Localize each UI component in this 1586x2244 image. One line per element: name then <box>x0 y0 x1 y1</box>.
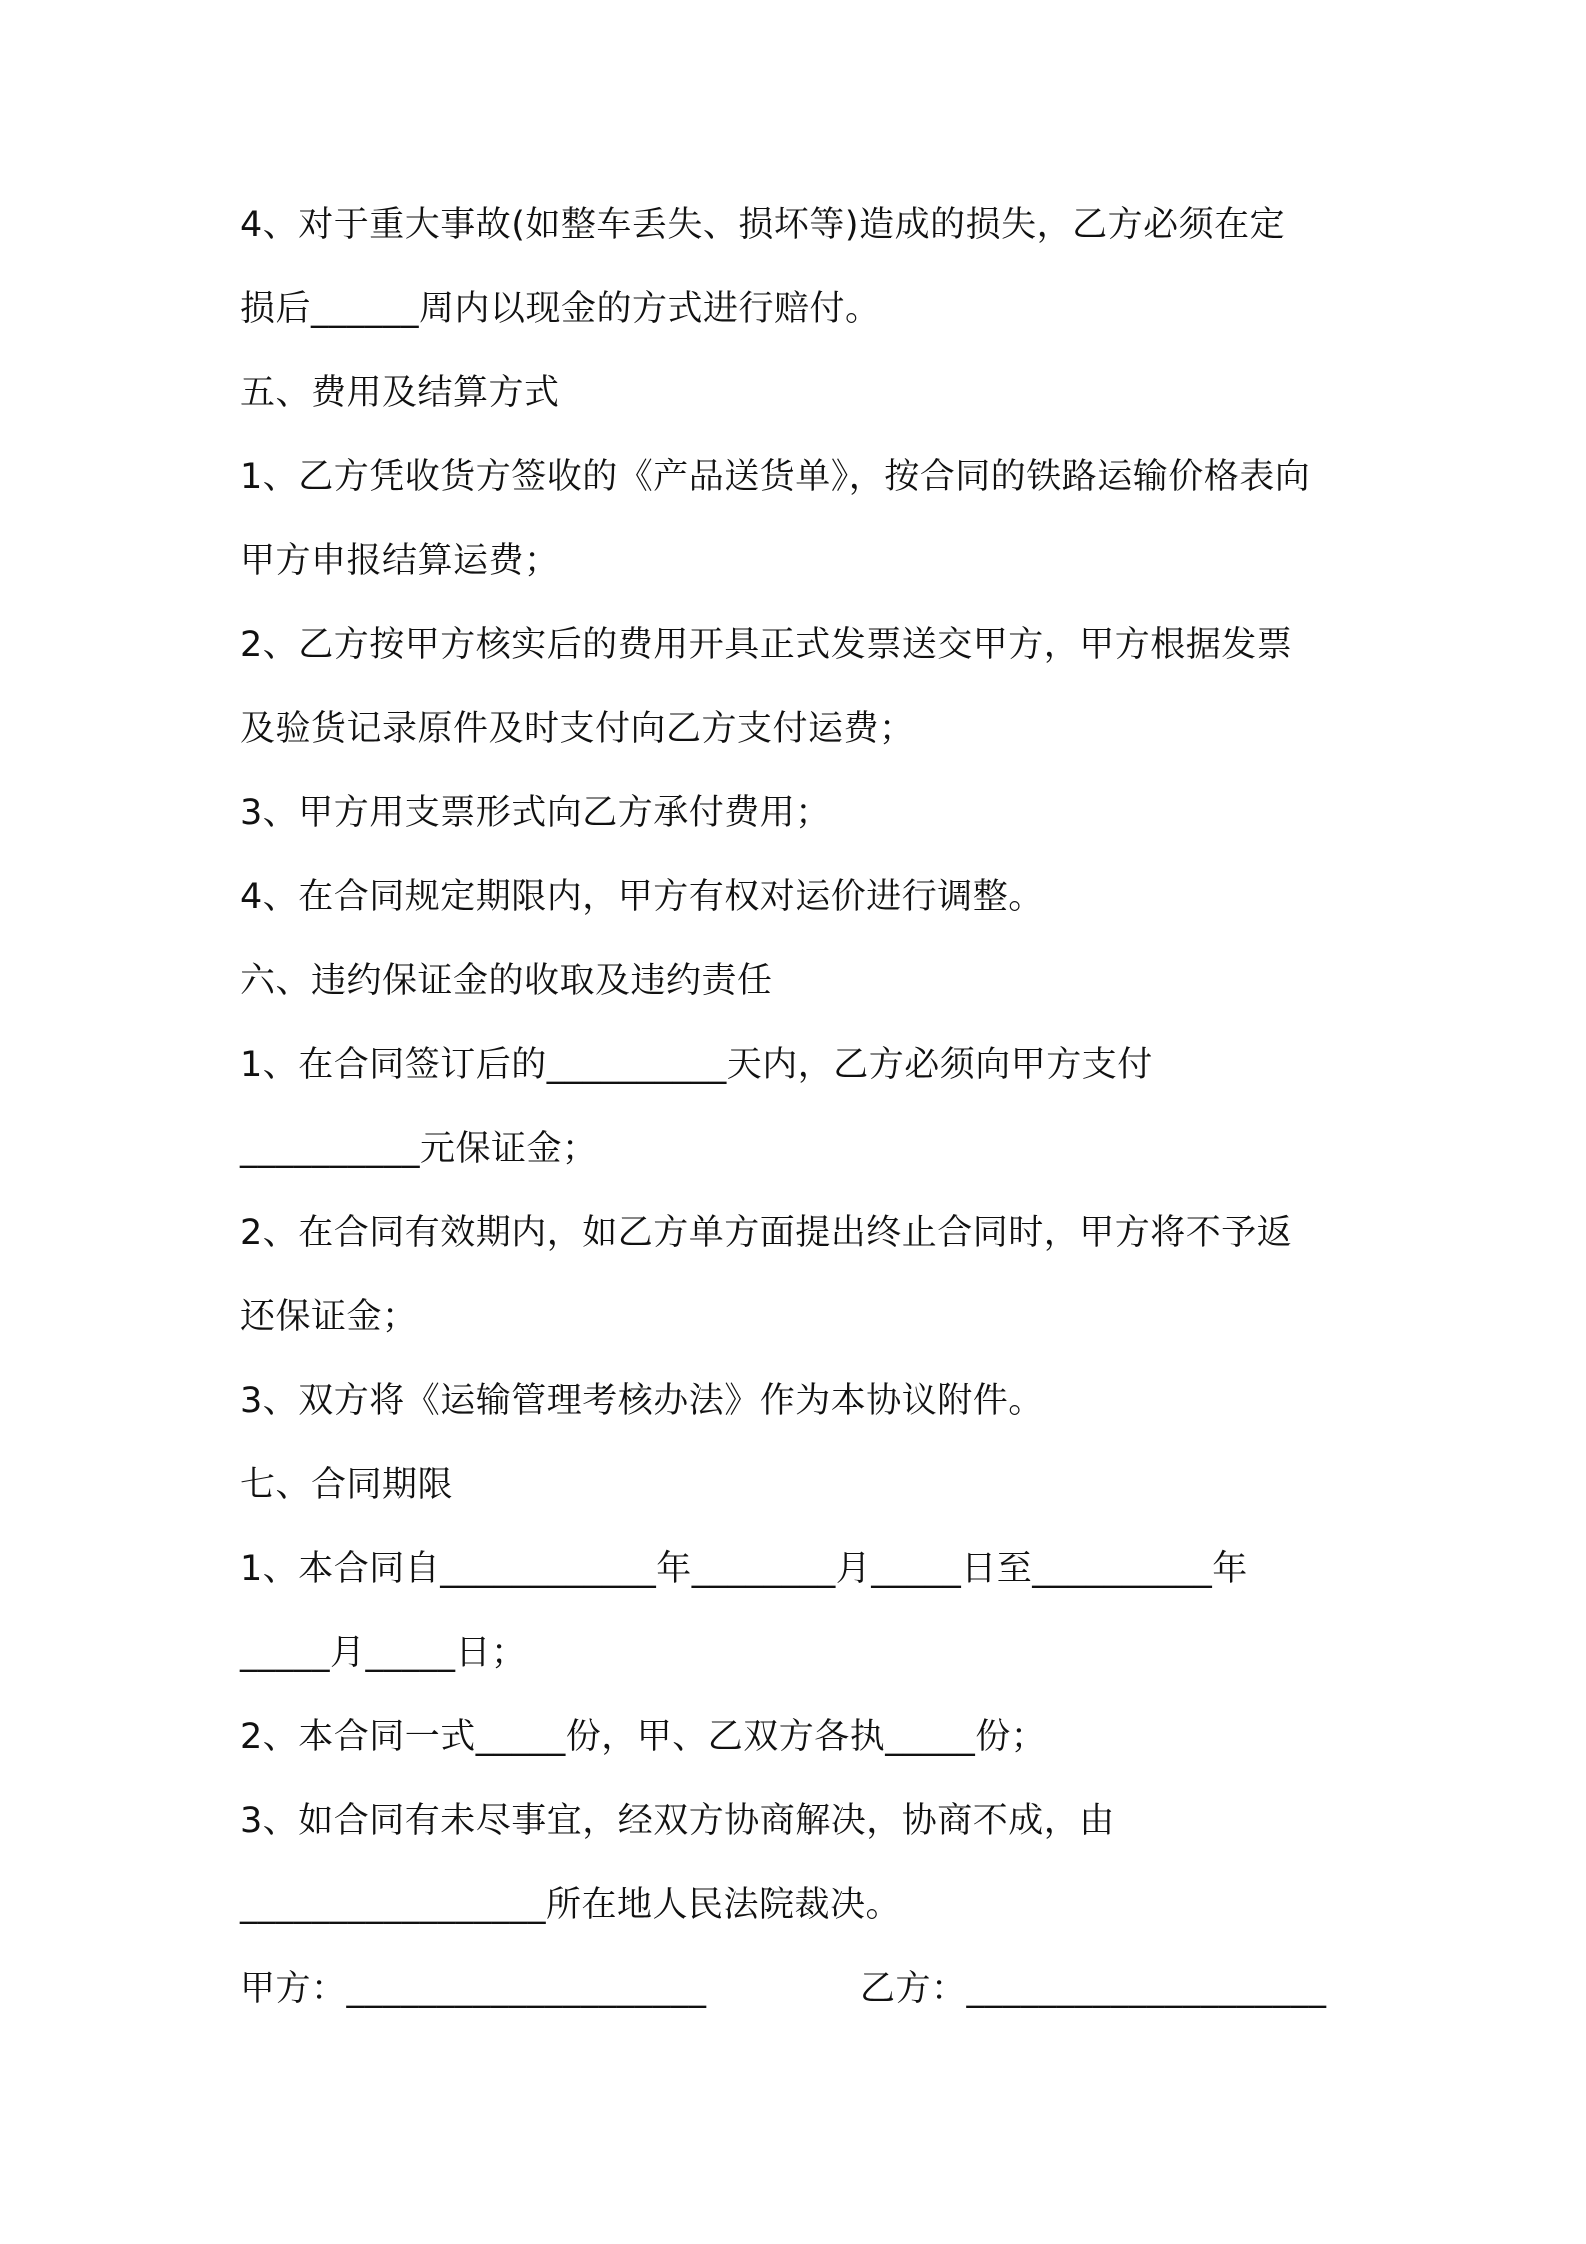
party-b-signature-line: 乙方：____________________ <box>860 1969 1327 2009</box>
section-5-clause-2-line-2: 及验货记录原件及时支付向乙方支付运费； <box>240 709 915 749</box>
section-7-clause-1-line-1: 1、本合同自____________年________月_____日至__________年 <box>240 1549 1248 1589</box>
section-7-heading: 七、合同期限 <box>240 1465 454 1505</box>
section-6-clause-1-line-2: __________元保证金； <box>240 1129 598 1169</box>
party-a-signature-line: 甲方：____________________ <box>240 1969 707 2009</box>
section-6-clause-1-line-1: 1、在合同签订后的__________天内，乙方必须向甲方支付 <box>240 1045 1153 1085</box>
section-5-clause-1-line-2: 甲方申报结算运费； <box>240 541 560 581</box>
section-7-clause-2: 2、本合同一式_____份，甲、乙双方各执_____份； <box>240 1717 1047 1757</box>
section-6-clause-2-line-2: 还保证金； <box>240 1297 418 1337</box>
clause-4-major-accident-line-1: 4、对于重大事故(如整车丢失、损坏等)造成的损失，乙方必须在定 <box>240 205 1286 245</box>
section-7-clause-3-line-2: _________________所在地人民法院裁决。 <box>240 1885 902 1925</box>
section-5-clause-1-line-1: 1、乙方凭收货方签收的《产品送货单》，按合同的铁路运输价格表向 <box>240 457 1311 497</box>
section-6-clause-3: 3、双方将《运输管理考核办法》作为本协议附件。 <box>240 1381 1044 1421</box>
section-6-clause-2-line-1: 2、在合同有效期内，如乙方单方面提出终止合同时，甲方将不予返 <box>240 1213 1293 1253</box>
section-7-clause-3-line-1: 3、如合同有未尽事宜，经双方协商解决，协商不成，由 <box>240 1801 1115 1841</box>
section-6-heading: 六、违约保证金的收取及违约责任 <box>240 961 773 1001</box>
section-5-heading: 五、费用及结算方式 <box>240 373 560 413</box>
section-5-clause-2-line-1: 2、乙方按甲方核实后的费用开具正式发票送交甲方，甲方根据发票 <box>240 625 1293 665</box>
clause-4-major-accident-line-2: 损后______周内以现金的方式进行赔付。 <box>240 289 881 329</box>
section-7-clause-1-line-2: _____月_____日； <box>240 1633 527 1673</box>
section-5-clause-4: 4、在合同规定期限内，甲方有权对运价进行调整。 <box>240 877 1044 917</box>
section-5-clause-3: 3、甲方用支票形式向乙方承付费用； <box>240 793 831 833</box>
